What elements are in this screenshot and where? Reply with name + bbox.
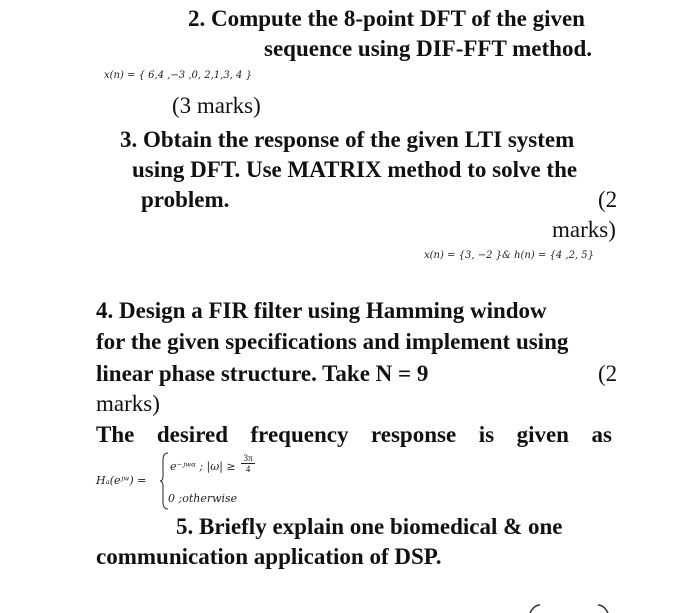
q4-marks-open: (2 [598,361,618,386]
q4-line2: for the given specifications and implement using [96,329,569,354]
q4-word: frequency [250,422,349,447]
q4-word: given [516,422,569,447]
q2-line2: sequence using DIF-FFT method. [264,36,592,61]
q5-line2: communication application of DSP. [96,544,442,569]
q4-line4 [96,422,612,448]
formula-fraction-den: 4 [241,463,255,474]
q2-sequence: x(n) = { 6,4 ,−3 ,0, 2,1,3, 4 } [104,70,252,81]
q5-line1: 5. Briefly explain one biomedical & one [176,514,563,539]
q4-word: desired [156,422,228,447]
q4-word: response [370,422,457,447]
formula-lhs: Hₐ(eʲʷ) = [96,474,147,487]
q3-sequences: x(n) = {3, −2 }& h(n) = {4 ,2, 5} [424,250,595,261]
q4-marks-close: marks) [96,391,160,416]
formula-fraction-num: 3π [243,453,253,463]
q3-line3: problem. [141,187,230,212]
q2-marks: (3 marks) [172,93,261,118]
q3-line2: using DFT. Use MATRIX method to solve the [132,157,578,182]
q4-word: is [478,422,495,447]
q3-marks-close: marks) [552,217,616,242]
q3-marks-open: (2 [598,187,618,212]
cut-off-text-fragment [528,603,618,613]
q2-line1: 2. Compute the 8-point DFT of the given [188,6,585,31]
q4-word: The [96,422,135,447]
formula-case1: e⁻ʲʷᵅ ; |ω| ≥ [170,460,236,473]
q4-word: as [591,422,612,447]
formula-case2: 0 ;otherwise [168,492,238,505]
q4-line1: 4. Design a FIR filter using Hamming window [96,298,547,323]
q4-line3: linear phase structure. Take N = 9 [96,361,429,386]
q3-line1: 3. Obtain the response of the given LTI system [120,127,575,152]
formula-fraction [241,453,255,474]
